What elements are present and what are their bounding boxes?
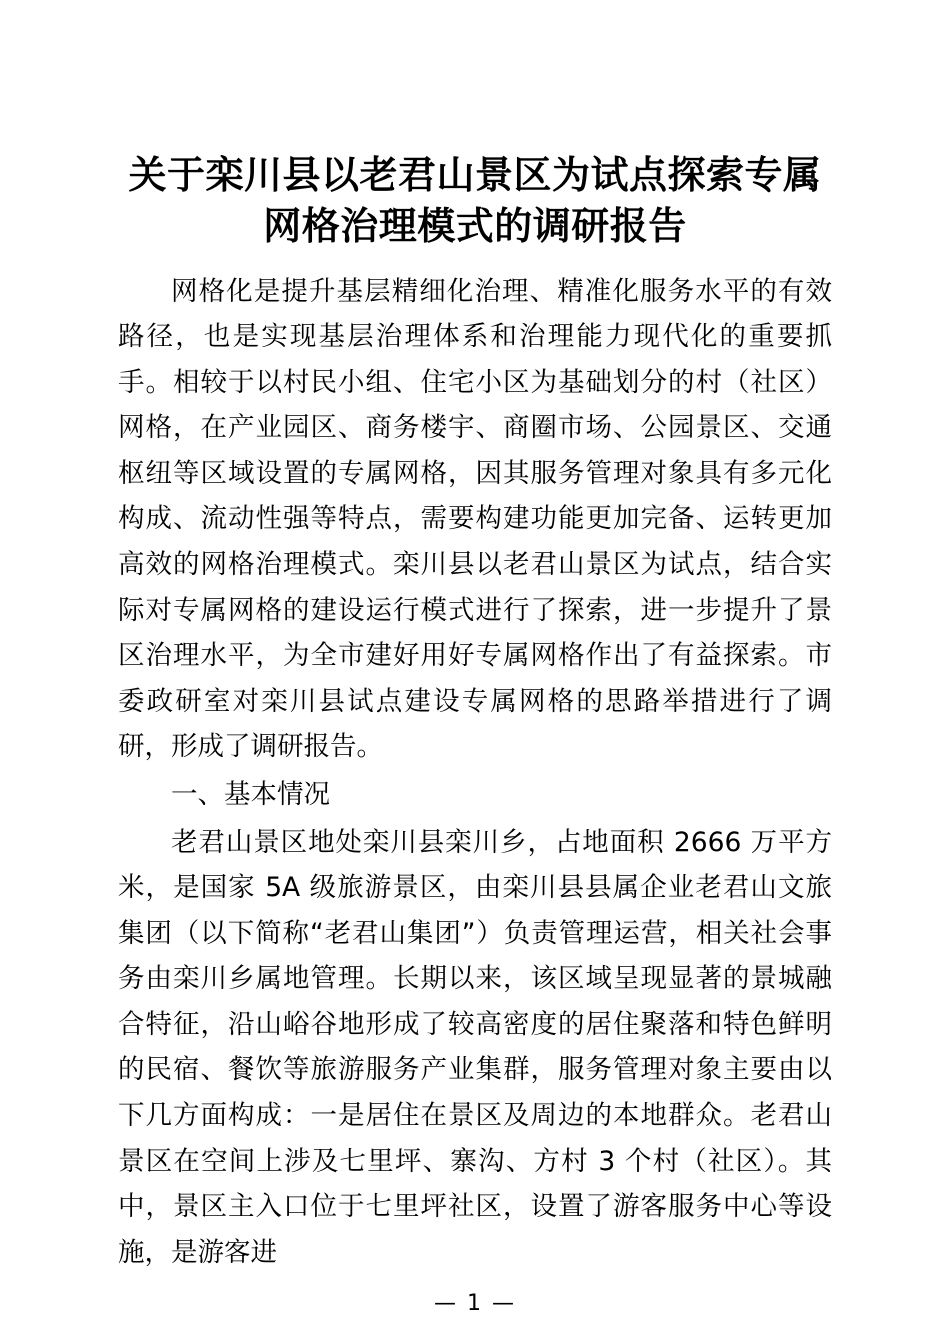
page-number-footer: — 1 — bbox=[434, 1291, 516, 1316]
page-title: 关于栾川县以老君山景区为试点探索专属网格治理模式的调研报告 bbox=[128, 153, 822, 249]
paragraph-basic-situation: 老君山景区地处栾川县栾川乡，占地面积 2666 万平方米，是国家 5A 级旅游景区，由栾川县县属企业老君山文旅集团（以下简称“老君山集团”）负责管理运营，相关社会事务由栾川乡属地管理。长期以来，该区域呈现显著的景城融合特征，沿山峪谷地形成了较高密度的居住聚落和特色鲜明的民宿、餐饮等旅游服务产业集群，服务管理对象主要由以下几方面构成：一是居住在景区及周边的本地群众。老君山景区在空间上涉及七里坪、寨沟、方村 3 个村（社区）。其中，景区主入口位于七里坪社区，设置了游客服务中心等设施，是游客进 bbox=[118, 826, 832, 1268]
paragraph-intro: 网格化是提升基层精细化治理、精准化服务水平的有效路径，也是实现基层治理体系和治理能力现代化的重要抓手。相较于以村民小组、住宅小区为基础划分的村（社区）网格，在产业园区、商务楼宇、商圈市场、公园景区、交通枢纽等区域设置的专属网格，因其服务管理对象具有多元化构成、流动性强等特点，需要构建功能更加完备、运转更加高效的网格治理模式。栾川县以老君山景区为试点，结合实际对专属网格的建设运行模式进行了探索，进一步提升了景区治理水平，为全市建好用好专属网格作出了有益探索。市委政研室对栾川县试点建设专属网格的思路举措进行了调研，形成了调研报告。 bbox=[118, 275, 832, 763]
section-heading-basic-situation: 一、基本情况 bbox=[171, 778, 330, 810]
